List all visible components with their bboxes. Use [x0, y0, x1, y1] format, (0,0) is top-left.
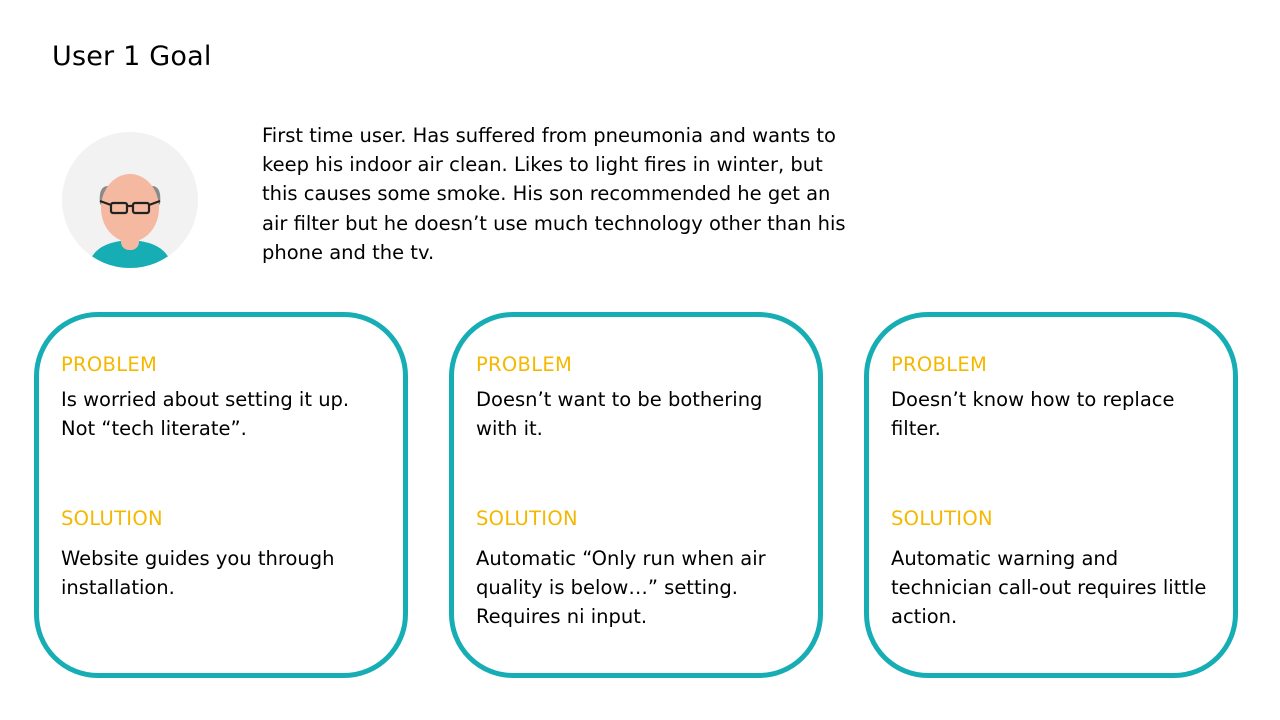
- elderly-man-avatar-icon: [60, 130, 200, 270]
- problem-solution-card: [34, 312, 408, 678]
- problem-text: Is worried about setting it up. Not “tech literate”.: [61, 388, 350, 441]
- problem-text: Doesn’t know how to replace filter.: [891, 388, 1175, 441]
- solution-text: Website guides you through installation.: [61, 547, 335, 600]
- user-description: First time user. Has suffered from pneumonia and wants to keep his indoor air clean. Likes to light fires in winter, but this causes some smoke. His son recommended he get an air filter but he doesn’t use much technology other than his phone and the tv.: [262, 124, 846, 264]
- problem-label: PROBLEM: [476, 353, 573, 376]
- user-avatar: [60, 130, 200, 270]
- problem-label: PROBLEM: [61, 353, 158, 376]
- avatar-head: [101, 174, 159, 242]
- solution-text: Automatic warning and technician call-out requires little action.: [891, 547, 1207, 629]
- solution-label: SOLUTION: [476, 507, 578, 530]
- solution-label: SOLUTION: [61, 507, 163, 530]
- problem-text: Doesn’t want to be bothering with it.: [476, 388, 763, 441]
- solution-label: SOLUTION: [891, 507, 993, 530]
- slide-title: User 1 Goal: [52, 41, 212, 72]
- problem-solution-card: [864, 312, 1238, 678]
- solution-text: Automatic “Only run when air quality is below…” setting. Requires ni input.: [476, 547, 766, 629]
- problem-solution-card: [449, 312, 823, 678]
- problem-label: PROBLEM: [891, 353, 988, 376]
